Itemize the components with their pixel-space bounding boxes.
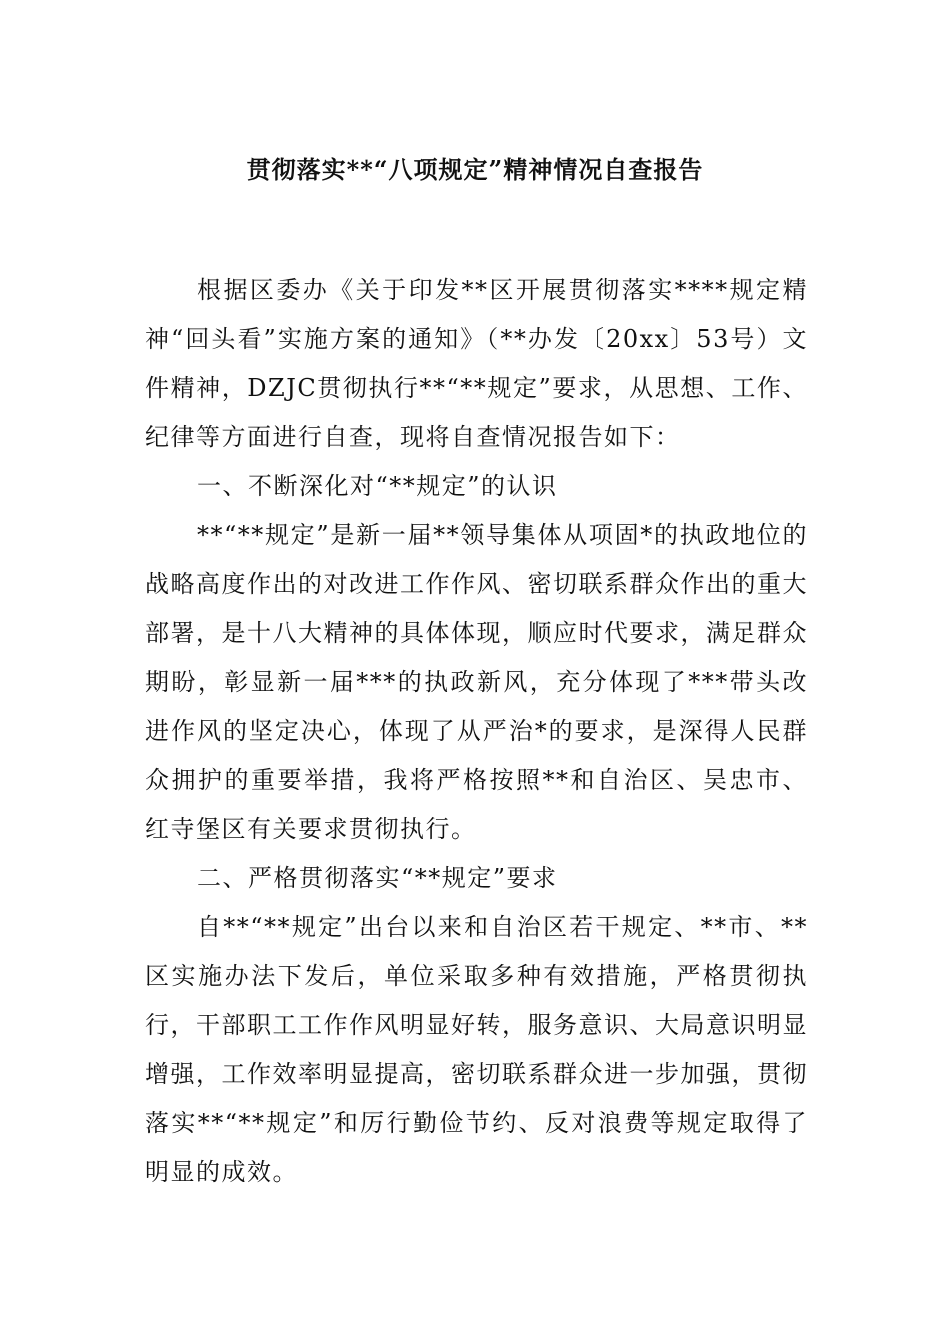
section-1-paragraph: **“**规定”是新一届**领导集体从项固*的执政地位的战略高度作出的对改进工作作风、密切联系群众作出的重大部署，是十八大精神的具体体现，顺应时代要求，满足群众期盼，彰显新一届***的执政新风，充分体现了***带头改进作风的坚定决心，体现了从严治*的要求，是深得人民群众拥护的重要举措，我将严格按照**和自治区、吴忠市、红寺堡区有关要求贯彻执行。 (145, 521, 808, 843)
section-2-paragraph: 自**“**规定”出台以来和自治区若干规定、**市、**区实施办法下发后，单位采取多种有效措施，严格贯彻执行，干部职工工作作风明显好转，服务意识、大局意识明显增强，工作效率明显提高，密切联系群众进一步加强，贯彻落实**“**规定”和厉行勤俭节约、反对浪费等规定取得了明显的成效。 (145, 913, 808, 1186)
section-2-heading: 二、严格贯彻落实“**规定”要求 (197, 864, 558, 892)
intro-paragraph: 根据区委办《关于印发**区开展贯彻落实****规定精神“回头看”实施方案的通知》（**办发〔20xx〕53号）文件精神，DZJC贯彻执行**“**规定”要求，从思想、工作、纪律等方面进行自查，现将自查情况报告如下： (145, 276, 808, 451)
section-1-heading: 一、不断深化对“**规定”的认识 (197, 472, 558, 500)
document-body (145, 266, 808, 1197)
document-title: 贯彻落实**“八项规定”精神情况自查报告 (246, 155, 704, 184)
